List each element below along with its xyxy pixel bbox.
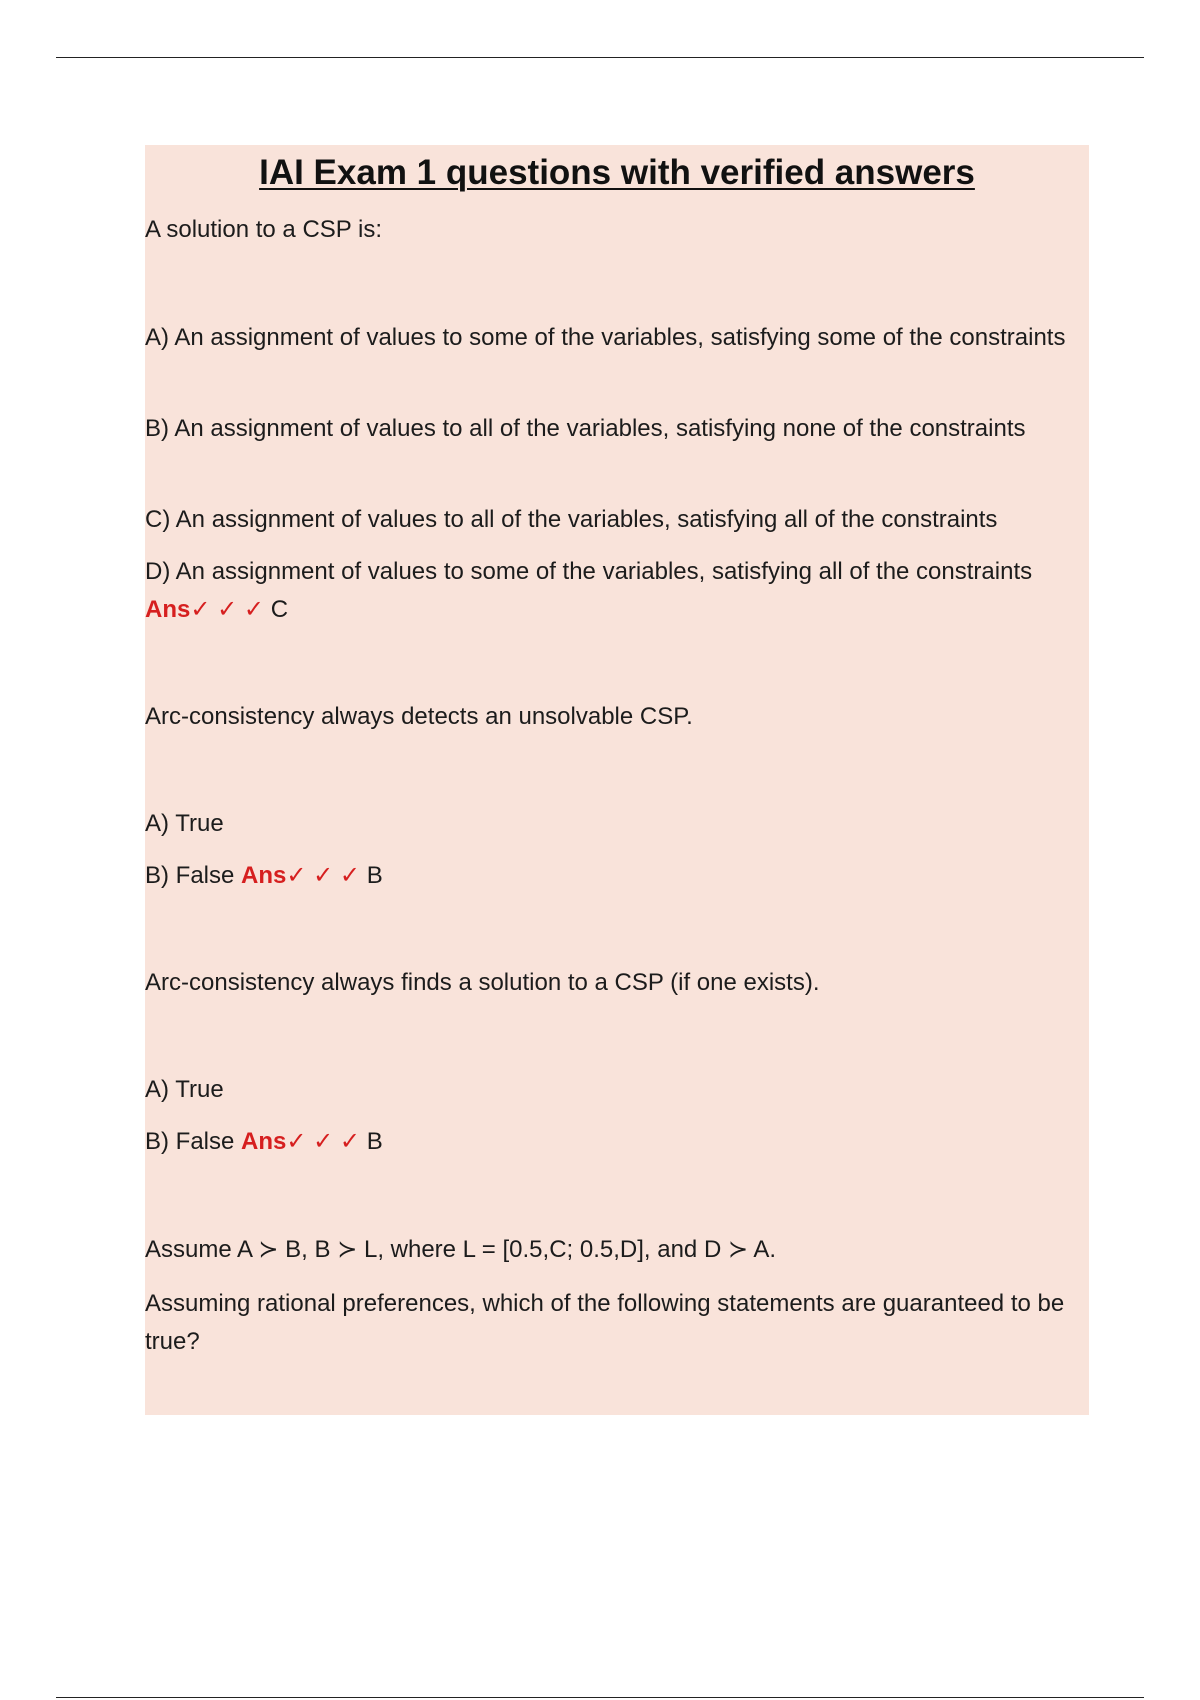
question-2-check-icon: ✓ ✓ ✓ (286, 862, 361, 889)
question-3-option-a: A) True (145, 1076, 224, 1103)
question-1-prompt: A solution to a CSP is: (145, 216, 383, 243)
question-3-prompt: Arc-consistency always finds a solution to a CSP (if one exists). (145, 969, 820, 996)
question-2-prompt: Arc-consistency always detects an unsolvable CSP. (145, 703, 693, 730)
question-2-option-b-text: B) False (145, 862, 235, 889)
question-2-option-b (145, 857, 1089, 895)
question-3-answer-label: Ans (241, 1128, 287, 1155)
question-1-option-c: C) An assignment of values to all of the variables, satisfying all of the constraints (145, 506, 998, 533)
question-4-prompt-continued: Assuming rational preferences, which of the following statements are guaranteed to be true? (145, 1290, 1065, 1355)
question-1-option-b: B) An assignment of values to all of the variables, satisfying none of the constraints (145, 415, 1026, 442)
question-3-option-b-text: B) False (145, 1128, 235, 1155)
question-1-answer: C (270, 596, 289, 623)
question-1-answer-label: Ans (145, 596, 191, 623)
question-3-answer: B (366, 1128, 383, 1155)
question-2-option-a: A) True (145, 810, 224, 837)
question-3-check-icon: ✓ ✓ ✓ (286, 1128, 361, 1155)
header-rule (56, 57, 1144, 58)
question-3-option-b (145, 1123, 1089, 1161)
question-1-check-icon: ✓ ✓ ✓ (190, 596, 265, 623)
question-1-option-d-text: D) An assignment of values to some of the variables, satisfying all of the constraints (145, 558, 1033, 585)
document-title: IAI Exam 1 questions with verified answers (259, 153, 975, 192)
question-2-answer-label: Ans (241, 862, 287, 889)
question-1-option-a: A) An assignment of values to some of the variables, satisfying some of the constraints (145, 324, 1066, 351)
question-4-prompt: Assume A ≻ B, B ≻ L, where L = [0.5,C; 0.5,D], and D ≻ A. (145, 1236, 777, 1263)
exam-content-panel (145, 145, 1089, 1415)
question-2-answer: B (366, 862, 383, 889)
footer-rule (56, 1697, 1144, 1698)
question-1-option-d (145, 553, 1089, 629)
